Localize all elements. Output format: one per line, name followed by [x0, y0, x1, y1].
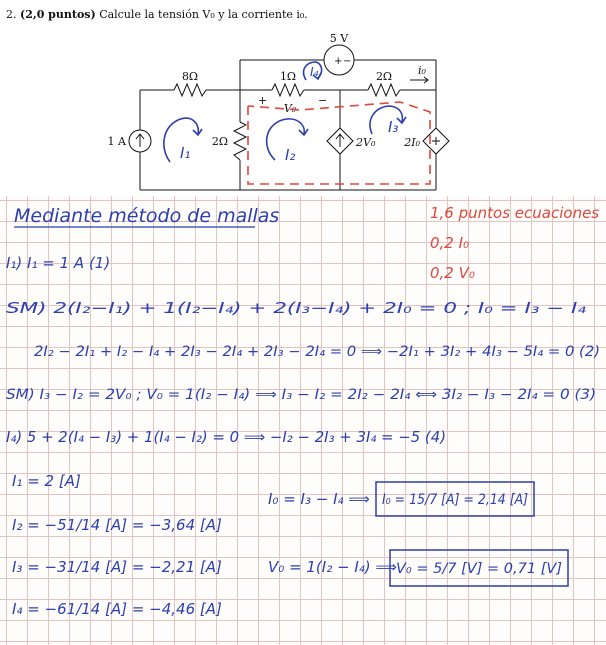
grading-v0: 0,2 V₀ [430, 264, 475, 282]
resistor-2-label: 2Ω [375, 70, 393, 83]
problem-prompt: Calcule la tensión V₀ y la corriente i₀. [99, 8, 308, 21]
solution-sheet [0, 196, 606, 645]
resistor-1-label: 1Ω [279, 70, 297, 83]
solution-heading: Mediante método de mallas [14, 205, 280, 227]
grading-equations: 1,6 puntos ecuaciones [430, 204, 600, 222]
result-i3: I₃ = −31/14 [A] = −2,21 [A] [12, 558, 222, 576]
resistor-shunt-label: 2Ω [211, 135, 228, 148]
mesh-4-annotation: I₄ [310, 65, 319, 79]
equation-1: I₁) I₁ = 1 A (1) [6, 254, 111, 272]
dep-current-label: 2I₀ [404, 136, 420, 149]
mesh-3-annotation: I₃ [388, 118, 399, 136]
v0-label: V₀ [283, 102, 297, 115]
source-5v-plus: + [334, 56, 343, 67]
source-1a-label: 1 A [107, 135, 126, 148]
v0-plus: + [258, 94, 268, 107]
i0-label: i₀ [418, 64, 426, 77]
circuit-diagram [0, 0, 606, 195]
handwritten-solution [0, 196, 606, 645]
mesh-2-annotation: I₂ [285, 146, 296, 164]
v0-answer: V₀ = 5/7 [V] = 0,71 [V] [396, 561, 562, 577]
v0-derivation: V₀ = 1(I₂ − I₄) ⟹ [268, 558, 397, 576]
result-i2: I₂ = −51/14 [A] = −3,64 [A] [12, 516, 222, 534]
equation-4: I₄) 5 + 2(I₄ − I₃) + 1(I₄ − I₂) = 0 ⟹ −I₂ − 2I₃ + 3I₄ = −5 (4) [6, 428, 446, 446]
problem-number: 2. [6, 8, 17, 21]
problem-statement [0, 0, 606, 195]
problem-points: (2,0 puntos) [20, 8, 96, 21]
equation-3: SM) I₃ − I₂ = 2V₀ ; V₀ = 1(I₂ − I₄) ⟹ I₃ − I₂ = 2I₂ − 2I₄ ⟺ 3I₂ − I₃ − 2I₄ = 0 (3) [6, 387, 596, 403]
equation-2-expanded: 2I₂ − 2I₁ + I₂ − I₄ + 2I₃ − 2I₄ + 2I₃ − 2I₄ = 0 ⟹ −2I₁ + 3I₂ + 4I₃ − 5I₄ = 0 (2) [34, 344, 600, 360]
i0-answer: I₀ = 15/7 [A] = 2,14 [A] [382, 492, 528, 508]
source-5v-label: 5 V [329, 32, 349, 45]
v0-minus: − [318, 94, 328, 107]
source-5v-minus: − [343, 56, 352, 67]
result-i1: I₁ = 2 [A] [12, 472, 81, 490]
dep-voltage-label: 2V₀ [356, 136, 376, 149]
mesh-1-annotation: I₁ [180, 144, 191, 162]
equation-2: SM) 2(I₂−I₁) + 1(I₂−I₄) + 2(I₃−I₄) + 2I₀ = 0 ; I₀ = I₃ − I₄ [6, 299, 586, 317]
grading-i0: 0,2 I₀ [430, 234, 470, 252]
i0-derivation: I₀ = I₃ − I₄ ⟹ [268, 490, 370, 508]
result-i4: I₄ = −61/14 [A] = −4,46 [A] [12, 600, 222, 618]
resistor-8-label: 8Ω [181, 70, 199, 83]
